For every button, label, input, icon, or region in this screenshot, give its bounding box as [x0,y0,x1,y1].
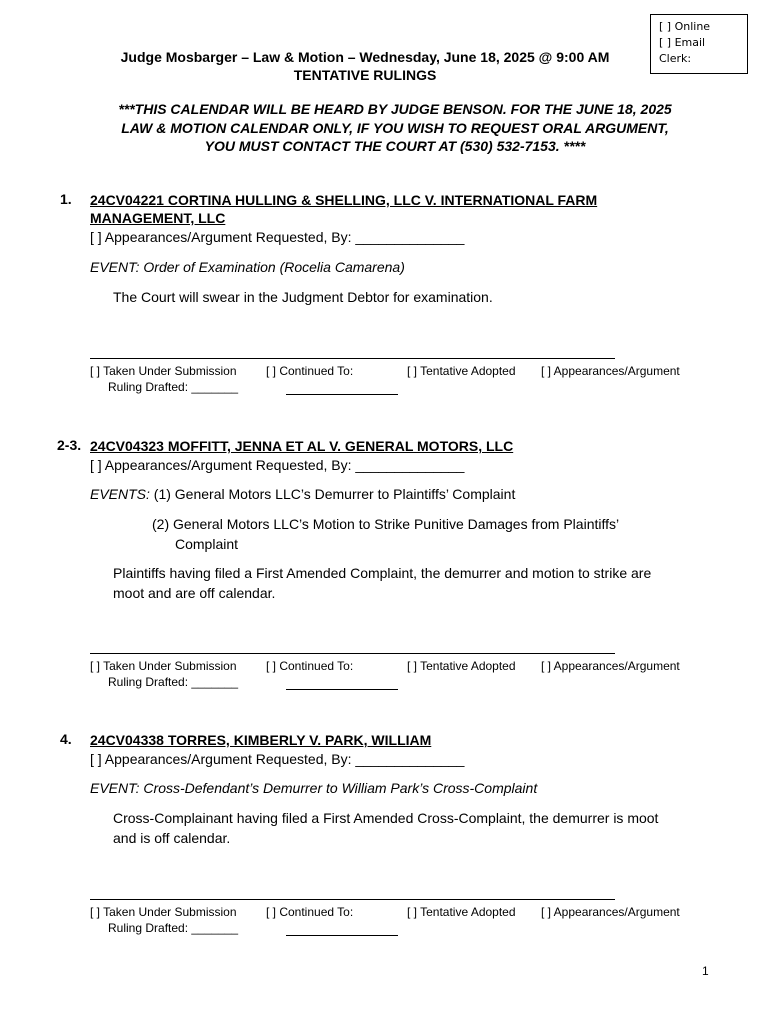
continued-date-blank[interactable] [286,394,398,395]
event-item-2-line-1: (2) General Motors LLC’s Motion to Strike Punitive Damages from Plaintiffs’ [152,516,620,532]
event-item-2 [152,514,682,554]
case-title [90,191,670,227]
continued-date-blank[interactable] [286,935,398,936]
item-number: 1. [60,191,72,207]
signature-line [90,358,615,359]
signature-line [90,899,615,900]
continued-date-blank[interactable] [286,689,398,690]
case-title: 24CV04323 MOFFITT, JENNA ET AL V. GENERAL MOTORS, LLC [90,438,514,454]
case-title-line-2: MANAGEMENT, LLC [90,210,226,226]
appearances-request[interactable]: [ ] Appearances/Argument Requested, By: ______________ [90,751,465,767]
tentative-ruling [113,563,713,603]
event-description: EVENT: Cross-Defendant’s Demurrer to William Park’s Cross-Complaint [90,780,538,796]
taken-under-submission-checkbox[interactable]: [ ] Taken Under Submission [90,659,237,673]
email-checkbox[interactable]: [ ] Email [659,36,706,49]
appearances-argument-checkbox[interactable]: [ ] Appearances/Argument [541,659,680,673]
event-item-2-line-2: Complaint [175,536,239,552]
ruling-drafted[interactable]: Ruling Drafted: _______ [108,675,239,689]
events-label: EVENTS: [90,486,150,502]
notice-line-1: ***THIS CALENDAR WILL BE HEARD BY JUDGE BENSON. FOR THE JUNE 18, 2025 [118,101,672,117]
ruling-drafted[interactable]: Ruling Drafted: _______ [108,921,239,935]
tentative-adopted-checkbox[interactable]: [ ] Tentative Adopted [407,905,516,919]
appearances-argument-checkbox[interactable]: [ ] Appearances/Argument [541,364,680,378]
appearances-request[interactable]: [ ] Appearances/Argument Requested, By: ______________ [90,229,465,245]
ruling-line-1: Cross-Complainant having filed a First Amended Cross-Complaint, the demurrer is moot [113,810,659,826]
online-checkbox[interactable]: [ ] Online [659,20,711,33]
page-number: 1 [702,964,709,978]
notice-line-2: LAW & MOTION CALENDAR ONLY, IF YOU WISH TO REQUEST ORAL ARGUMENT, [121,120,669,136]
ruling-drafted[interactable]: Ruling Drafted: _______ [108,380,239,394]
page-subtitle: TENTATIVE RULINGS [293,67,437,83]
event-item-1: (1) General Motors LLC’s Demurrer to Plaintiffs’ Complaint [149,486,516,502]
page-title: Judge Mosbarger – Law & Motion – Wednesday, June 18, 2025 @ 9:00 AM [120,49,610,65]
ruling-line-2: moot and are off calendar. [113,585,276,601]
ruling-line-1: Plaintiffs having filed a First Amended Complaint, the demurrer and motion to strike are [113,565,652,581]
appearances-request[interactable]: [ ] Appearances/Argument Requested, By: ______________ [90,457,465,473]
taken-under-submission-checkbox[interactable]: [ ] Taken Under Submission [90,364,237,378]
continued-to-checkbox[interactable]: [ ] Continued To: [266,905,354,919]
appearances-argument-checkbox[interactable]: [ ] Appearances/Argument [541,905,680,919]
event-description [90,486,515,502]
item-number: 4. [60,731,72,747]
continued-to-checkbox[interactable]: [ ] Continued To: [266,364,354,378]
taken-under-submission-checkbox[interactable]: [ ] Taken Under Submission [90,905,237,919]
ruling-line-2: and is off calendar. [113,830,231,846]
clerk-label: Clerk: [659,52,692,65]
case-title: 24CV04338 TORRES, KIMBERLY V. PARK, WILLIAM [90,732,432,748]
tentative-adopted-checkbox[interactable]: [ ] Tentative Adopted [407,659,516,673]
continued-to-checkbox[interactable]: [ ] Continued To: [266,659,354,673]
signature-line [90,653,615,654]
tentative-ruling [113,808,713,848]
notice-line-3: YOU MUST CONTACT THE COURT AT (530) 532-7153. **** [204,138,586,154]
tentative-adopted-checkbox[interactable]: [ ] Tentative Adopted [407,364,516,378]
event-description: EVENT: Order of Examination (Rocelia Camarena) [90,259,405,275]
tentative-ruling: The Court will swear in the Judgment Debtor for examination. [113,289,493,305]
case-title-line-1: 24CV04221 CORTINA HULLING & SHELLING, LLC V. INTERNATIONAL FARM [90,192,598,208]
item-number: 2-3. [57,437,82,453]
